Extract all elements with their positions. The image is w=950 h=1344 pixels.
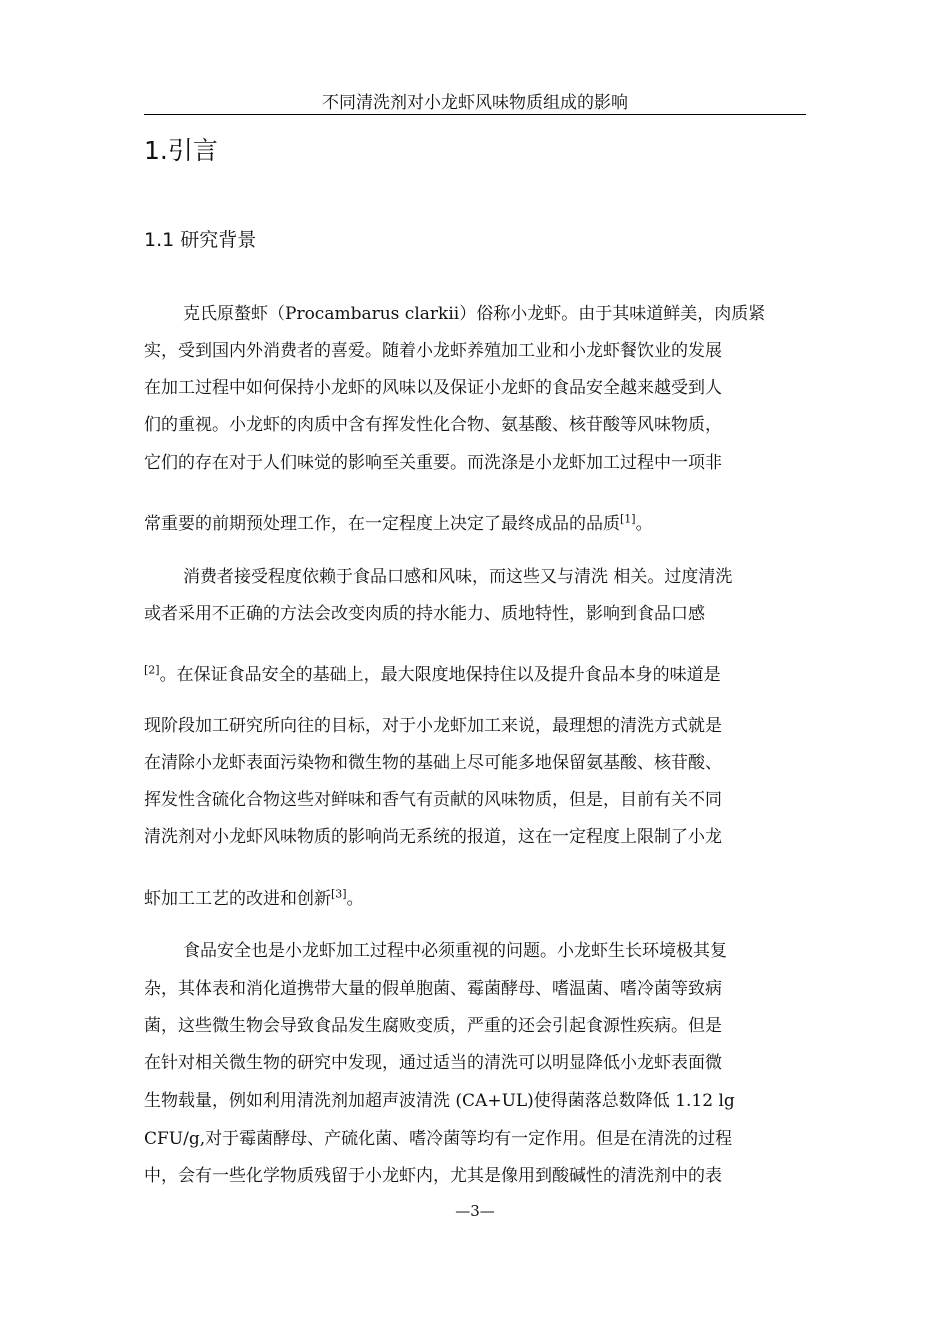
citation-ref: [3]: [331, 887, 347, 901]
paragraph-line: 清洗剂对小龙虾风味物质的影响尚无系统的报道，这在一定程度上限制了小龙: [144, 827, 722, 847]
paragraph-line: 实，受到国内外消费者的喜爱。随着小龙虾养殖加工业和小龙虾餐饮业的发展: [144, 341, 722, 361]
paragraph-line: [144, 513, 653, 535]
paragraph-line: 或者采用不正确的方法会改变肉质的持水能力、质地特性，影响到食品口感: [144, 604, 705, 624]
section-heading: 1.引言: [144, 136, 218, 165]
paragraph-line: 在针对相关微生物的研究中发现，通过适当的清洗可以明显降低小龙虾表面微: [144, 1053, 722, 1073]
paragraph-line: 现阶段加工研究所向往的目标，对于小龙虾加工来说，最理想的清洗方式就是: [144, 716, 722, 736]
page-number: —3—: [455, 1202, 495, 1220]
paragraph-line: 食品安全也是小龙虾加工过程中必须重视的问题。小龙虾生长环境极其复: [183, 941, 727, 961]
paragraph-line: [144, 888, 364, 910]
header-rule: [144, 114, 806, 115]
citation-ref: [2]: [144, 663, 160, 677]
paragraph-text: 。在保证食品安全的基础上，最大限度地保持住以及提升食品本身的味道是: [159, 665, 721, 685]
paragraph-text: 。: [635, 514, 653, 534]
subsection-heading: 1.1 研究背景: [144, 229, 257, 251]
paragraph-line: 菌，这些微生物会导致食品发生腐败变质，严重的还会引起食源性疾病。但是: [144, 1016, 722, 1036]
paragraph-line: 杂，其体表和消化道携带大量的假单胞菌、霉菌酵母、嗜温菌、嗜冷菌等致病: [144, 979, 722, 999]
paragraph-line: 它们的存在对于人们味觉的影响至关重要。而洗涤是小龙虾加工过程中一项非: [144, 453, 722, 473]
paragraph-line: 挥发性含硫化合物这些对鲜味和香气有贡献的风味物质，但是，目前有关不同: [144, 790, 722, 810]
paragraph-text: 虾加工工艺的改进和创新: [144, 889, 331, 909]
paragraph-line: 在清除小龙虾表面污染物和微生物的基础上尽可能多地保留氨基酸、核苷酸、: [144, 753, 722, 773]
paragraph-line: 在加工过程中如何保持小龙虾的风味以及保证小龙虾的食品安全越来越受到人: [144, 378, 722, 398]
paragraph-text: 。: [346, 889, 364, 909]
paragraph-line: 中，会有一些化学物质残留于小龙虾内，尤其是像用到酸碱性的清洗剂中的表: [144, 1166, 722, 1186]
paragraph-line: 克氏原螯虾（Procambarus clarkii）俗称小龙虾。由于其味道鲜美，肉质紧: [183, 304, 766, 324]
running-header: 不同清洗剂对小龙虾风味物质组成的影响: [322, 93, 628, 113]
paragraph-line: [144, 664, 721, 686]
paragraph-line: 们的重视。小龙虾的肉质中含有挥发性化合物、氨基酸、核苷酸等风味物质，: [144, 415, 722, 435]
paragraph-line: 生物载量，例如利用清洗剂加超声波清洗 (CA+UL)使得菌落总数降低 1.12 lg: [144, 1091, 735, 1111]
paragraph-text: 常重要的前期预处理工作，在一定程度上决定了最终成品的品质: [144, 514, 620, 534]
citation-ref: [1]: [620, 512, 636, 526]
paragraph-line: 消费者接受程度依赖于食品口感和风味，而这些又与清洗 相关。过度清洗: [183, 567, 733, 587]
paragraph-line: CFU/g,对于霉菌酵母、产硫化菌、嗜冷菌等均有一定作用。但是在清洗的过程: [144, 1129, 733, 1149]
